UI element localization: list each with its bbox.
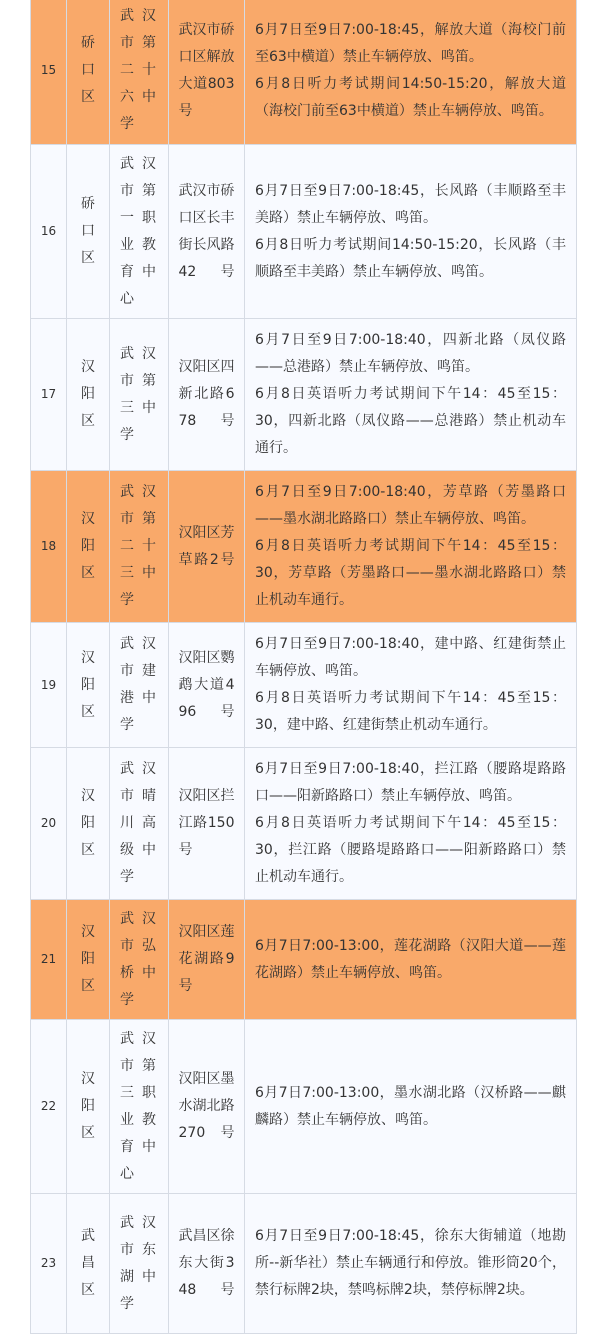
traffic-rule-text: 6月7日7:00-13:00，墨水湖北路（汉桥路——麒麟路）禁止车辆停放、鸣笛。 — [255, 1084, 566, 1128]
table-row — [31, 471, 577, 623]
district-cell — [67, 145, 110, 319]
row-number-cell: 15 — [31, 0, 67, 145]
traffic-rule-text: 6月7日至9日7:00-18:40，建中路、红建街禁止车辆停放、鸣笛。 — [255, 636, 566, 679]
traffic-rule-cell — [245, 748, 577, 900]
traffic-rule-text: 6月7日至9日7:00-18:45，徐东大街辅道（地勘所--新华社）禁止车辆通行和停放。锥形筒20个，禁行标牌2块，禁鸣标牌2块，禁停标牌2块。 — [255, 1228, 566, 1298]
table-row — [31, 1194, 577, 1334]
traffic-rule-cell — [245, 1020, 577, 1194]
district-cell-text: 汉阳区 — [81, 1071, 95, 1141]
address-cell — [169, 623, 245, 748]
row-number-cell: 22 — [31, 1020, 67, 1194]
district-cell — [67, 1194, 110, 1334]
address-cell-text: 汉阳区鹦鹉大道496号 — [178, 649, 235, 720]
traffic-rule-text: 6月7日至9日7:00-18:40，四新北路（凤仪路——总港路）禁止车辆停放、鸣笛。 — [255, 332, 566, 375]
traffic-rule-cell — [245, 471, 577, 623]
school-cell — [110, 471, 169, 623]
traffic-rule-cell — [245, 0, 577, 145]
district-cell-text: 硚口区 — [81, 196, 95, 266]
district-cell — [67, 0, 110, 145]
school-cell — [110, 145, 169, 319]
district-cell — [67, 748, 110, 900]
traffic-rule-text: 6月7日7:00-13:00，莲花湖路（汉阳大道——莲花湖路）禁止车辆停放、鸣笛。 — [255, 937, 566, 981]
district-cell — [67, 471, 110, 623]
row-number-cell: 17 — [31, 319, 67, 471]
traffic-rule-text: 6月7日至9日7:00-18:45，解放大道（海校门前至63中横道）禁止车辆停放、鸣笛。 — [255, 21, 566, 65]
row-number-cell: 23 — [31, 1194, 67, 1334]
address-cell — [169, 319, 245, 471]
table-row — [31, 0, 577, 145]
table-row — [31, 748, 577, 900]
row-number-cell: 21 — [31, 900, 67, 1020]
address-cell-text: 汉阳区芳草路2号 — [178, 524, 235, 568]
school-cell-text: 武汉市第二十六中学 — [120, 8, 158, 132]
school-cell — [110, 0, 169, 145]
address-cell — [169, 748, 245, 900]
district-cell — [67, 319, 110, 471]
address-cell — [169, 0, 245, 145]
district-cell-text: 汉阳区 — [81, 649, 95, 720]
traffic-rule-text: 6月8日听力考试期间14:50-15:20，解放大道（海校门前至63中横道）禁止车辆停放、鸣笛。 — [255, 75, 566, 119]
school-cell-text: 武汉市弘桥中学 — [120, 910, 158, 1008]
address-cell-text: 汉阳区四新北路678号 — [178, 359, 235, 429]
school-cell — [110, 748, 169, 900]
row-number-cell: 18 — [31, 471, 67, 623]
traffic-rule-text: 6月8日英语听力考试期间下午14：45至15：30，四新北路（凤仪路——总港路）禁止机动车通行。 — [255, 386, 566, 456]
traffic-rule-cell — [245, 623, 577, 748]
traffic-rule-text: 6月7日至9日7:00-18:40，拦江路（腰路堤路路口——阳新路路口）禁止车辆停放、鸣笛。 — [255, 761, 566, 804]
exam-traffic-table-container — [30, 0, 576, 1334]
traffic-rule-cell — [245, 900, 577, 1020]
table-row — [31, 145, 577, 319]
table-row — [31, 1020, 577, 1194]
district-cell — [67, 900, 110, 1020]
school-cell-text: 武汉市晴川高级中学 — [120, 761, 158, 885]
school-cell — [110, 900, 169, 1020]
district-cell-text: 汉阳区 — [81, 359, 95, 429]
address-cell-text: 汉阳区墨水湖北路270号 — [178, 1071, 235, 1141]
traffic-rule-text: 6月8日英语听力考试期间下午14：45至15：30，芳草路（芳墨路口——墨水湖北路路口）禁止机动车通行。 — [255, 538, 566, 608]
school-cell-text: 武汉市第一职业教育中心 — [120, 155, 158, 307]
table-row — [31, 900, 577, 1020]
exam-traffic-table — [30, 0, 577, 1334]
district-cell-text: 汉阳区 — [81, 788, 95, 858]
school-cell — [110, 319, 169, 471]
traffic-rule-cell — [245, 319, 577, 471]
row-number-cell: 20 — [31, 748, 67, 900]
table-body — [31, 0, 577, 1334]
district-cell — [67, 1020, 110, 1194]
traffic-rule-text: 6月7日至9日7:00-18:40，芳草路（芳墨路口——墨水湖北路路口）禁止车辆停放、鸣笛。 — [255, 484, 566, 527]
address-cell-text: 武昌区徐东大街348号 — [178, 1228, 235, 1298]
table-row — [31, 623, 577, 748]
school-cell-text: 武汉市建港中学 — [120, 636, 158, 733]
address-cell-text: 武汉市硚口区解放大道803号 — [178, 21, 235, 119]
school-cell-text: 武汉市东湖中学 — [120, 1214, 158, 1312]
address-cell-text: 武汉市硚口区长丰街长风路42号 — [178, 182, 235, 280]
school-cell — [110, 1020, 169, 1194]
district-cell — [67, 623, 110, 748]
address-cell — [169, 471, 245, 623]
traffic-rule-text: 6月8日英语听力考试期间下午14：45至15：30，拦江路（腰路堤路路口——阳新路路口）禁止机动车通行。 — [255, 815, 566, 885]
row-number-cell: 16 — [31, 145, 67, 319]
address-cell — [169, 900, 245, 1020]
row-number-cell: 19 — [31, 623, 67, 748]
traffic-rule-text: 6月8日英语听力考试期间下午14：45至15：30，建中路、红建街禁止机动车通行。 — [255, 690, 566, 733]
traffic-rule-cell — [245, 145, 577, 319]
school-cell — [110, 1194, 169, 1334]
address-cell-text: 汉阳区拦江路150号 — [178, 788, 235, 858]
district-cell-text: 硚口区 — [81, 35, 95, 105]
address-cell — [169, 145, 245, 319]
school-cell-text: 武汉市第三职业教育中心 — [120, 1030, 158, 1182]
school-cell — [110, 623, 169, 748]
address-cell — [169, 1020, 245, 1194]
table-row — [31, 319, 577, 471]
traffic-rule-text: 6月7日至9日7:00-18:45，长风路（丰顺路至丰美路）禁止车辆停放、鸣笛。 — [255, 182, 566, 226]
school-cell-text: 武汉市第三中学 — [120, 345, 158, 443]
address-cell — [169, 1194, 245, 1334]
district-cell-text: 汉阳区 — [81, 924, 95, 994]
traffic-rule-cell — [245, 1194, 577, 1334]
traffic-rule-text: 6月8日听力考试期间14:50-15:20，长风路（丰顺路至丰美路）禁止车辆停放、鸣笛。 — [255, 236, 566, 280]
school-cell-text: 武汉市第二十三中学 — [120, 484, 158, 608]
address-cell-text: 汉阳区莲花湖路9号 — [178, 924, 235, 994]
district-cell-text: 汉阳区 — [81, 511, 95, 581]
district-cell-text: 武昌区 — [81, 1228, 95, 1298]
